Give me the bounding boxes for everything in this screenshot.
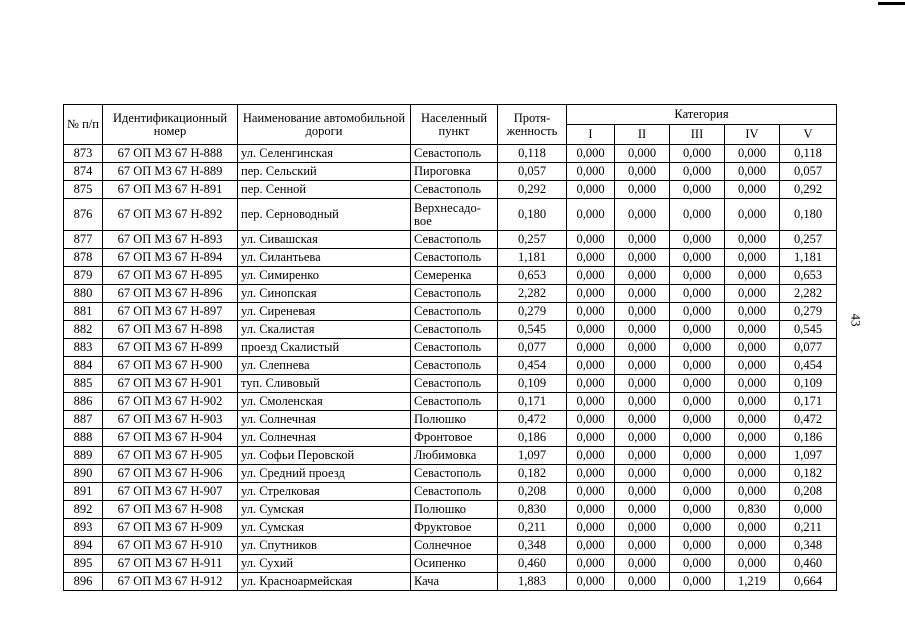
row-number: 880 — [64, 285, 103, 303]
category-5-value: 0,118 — [780, 145, 837, 163]
category-1-value: 0,000 — [567, 483, 615, 501]
settlement: Севастополь — [411, 483, 498, 501]
category-5-value: 0,460 — [780, 555, 837, 573]
category-3-value: 0,000 — [670, 393, 725, 411]
table-row — [64, 555, 837, 573]
category-4-value: 0,000 — [725, 145, 780, 163]
road-id: 67 ОП МЗ 67 Н-907 — [103, 483, 238, 501]
road-id: 67 ОП МЗ 67 Н-902 — [103, 393, 238, 411]
category-2-value: 0,000 — [615, 519, 670, 537]
table-row — [64, 181, 837, 199]
settlement: Севастополь — [411, 393, 498, 411]
road-id: 67 ОП МЗ 67 Н-906 — [103, 465, 238, 483]
road-length: 1,181 — [498, 249, 567, 267]
category-3-value: 0,000 — [670, 321, 725, 339]
category-1-value: 0,000 — [567, 303, 615, 321]
category-3-value: 0,000 — [670, 501, 725, 519]
header-cat-4: IV — [725, 125, 780, 145]
row-number: 890 — [64, 465, 103, 483]
road-name: ул. Сиреневая — [238, 303, 411, 321]
category-4-value: 0,000 — [725, 447, 780, 465]
category-5-value: 0,000 — [780, 501, 837, 519]
category-3-value: 0,000 — [670, 303, 725, 321]
row-number: 887 — [64, 411, 103, 429]
table-row — [64, 537, 837, 555]
road-id: 67 ОП МЗ 67 Н-900 — [103, 357, 238, 375]
category-1-value: 0,000 — [567, 321, 615, 339]
scan-mark — [878, 2, 905, 5]
road-length: 0,653 — [498, 267, 567, 285]
table-row — [64, 393, 837, 411]
category-4-value: 1,219 — [725, 573, 780, 591]
table-row — [64, 519, 837, 537]
category-5-value: 0,182 — [780, 465, 837, 483]
category-1-value: 0,000 — [567, 429, 615, 447]
road-length: 1,883 — [498, 573, 567, 591]
category-3-value: 0,000 — [670, 199, 725, 231]
road-name: ул. Стрелковая — [238, 483, 411, 501]
road-length: 0,257 — [498, 231, 567, 249]
category-2-value: 0,000 — [615, 357, 670, 375]
table-row — [64, 429, 837, 447]
category-3-value: 0,000 — [670, 519, 725, 537]
road-id: 67 ОП МЗ 67 Н-908 — [103, 501, 238, 519]
row-number: 879 — [64, 267, 103, 285]
road-length: 0,348 — [498, 537, 567, 555]
road-name: ул. Сивашская — [238, 231, 411, 249]
road-id: 67 ОП МЗ 67 Н-891 — [103, 181, 238, 199]
category-2-value: 0,000 — [615, 339, 670, 357]
category-2-value: 0,000 — [615, 285, 670, 303]
category-2-value: 0,000 — [615, 321, 670, 339]
category-4-value: 0,000 — [725, 393, 780, 411]
table-body — [64, 145, 837, 591]
category-3-value: 0,000 — [670, 447, 725, 465]
road-length: 0,118 — [498, 145, 567, 163]
header-cat-2: II — [615, 125, 670, 145]
road-id: 67 ОП МЗ 67 Н-911 — [103, 555, 238, 573]
category-5-value: 0,186 — [780, 429, 837, 447]
table-row — [64, 285, 837, 303]
category-4-value: 0,000 — [725, 555, 780, 573]
category-1-value: 0,000 — [567, 145, 615, 163]
road-id: 67 ОП МЗ 67 Н-892 — [103, 199, 238, 231]
category-5-value: 0,348 — [780, 537, 837, 555]
category-3-value: 0,000 — [670, 285, 725, 303]
category-2-value: 0,000 — [615, 231, 670, 249]
row-number: 877 — [64, 231, 103, 249]
road-id: 67 ОП МЗ 67 Н-899 — [103, 339, 238, 357]
road-length: 0,460 — [498, 555, 567, 573]
category-2-value: 0,000 — [615, 411, 670, 429]
table-row — [64, 357, 837, 375]
road-name: ул. Солнечная — [238, 429, 411, 447]
category-4-value: 0,000 — [725, 339, 780, 357]
settlement: Севастополь — [411, 321, 498, 339]
row-number: 882 — [64, 321, 103, 339]
category-3-value: 0,000 — [670, 573, 725, 591]
category-2-value: 0,000 — [615, 573, 670, 591]
category-1-value: 0,000 — [567, 501, 615, 519]
table-row — [64, 267, 837, 285]
category-5-value: 0,257 — [780, 231, 837, 249]
row-number: 884 — [64, 357, 103, 375]
road-length: 0,545 — [498, 321, 567, 339]
category-2-value: 0,000 — [615, 181, 670, 199]
road-id: 67 ОП МЗ 67 Н-910 — [103, 537, 238, 555]
header-num: № п/п — [64, 105, 103, 145]
category-4-value: 0,000 — [725, 375, 780, 393]
road-name: ул. Селенгинская — [238, 145, 411, 163]
road-name: пер. Сельский — [238, 163, 411, 181]
category-1-value: 0,000 — [567, 573, 615, 591]
row-number: 878 — [64, 249, 103, 267]
row-number: 873 — [64, 145, 103, 163]
category-3-value: 0,000 — [670, 249, 725, 267]
category-4-value: 0,000 — [725, 249, 780, 267]
category-5-value: 1,097 — [780, 447, 837, 465]
category-1-value: 0,000 — [567, 249, 615, 267]
category-5-value: 0,653 — [780, 267, 837, 285]
row-number: 874 — [64, 163, 103, 181]
header-cat-1: I — [567, 125, 615, 145]
header-place: Населенный пункт — [411, 105, 498, 145]
category-5-value: 0,279 — [780, 303, 837, 321]
category-3-value: 0,000 — [670, 537, 725, 555]
category-5-value: 0,057 — [780, 163, 837, 181]
settlement: Фруктовое — [411, 519, 498, 537]
road-length: 1,097 — [498, 447, 567, 465]
road-length: 0,472 — [498, 411, 567, 429]
page-number: 43 — [848, 313, 864, 327]
category-4-value: 0,000 — [725, 519, 780, 537]
road-name: пер. Сенной — [238, 181, 411, 199]
table-row — [64, 339, 837, 357]
road-id: 67 ОП МЗ 67 Н-909 — [103, 519, 238, 537]
road-name: ул. Синопская — [238, 285, 411, 303]
category-1-value: 0,000 — [567, 285, 615, 303]
road-length: 0,077 — [498, 339, 567, 357]
category-5-value: 0,171 — [780, 393, 837, 411]
category-1-value: 0,000 — [567, 339, 615, 357]
settlement: Севастополь — [411, 249, 498, 267]
road-length: 0,182 — [498, 465, 567, 483]
road-name: ул. Красноармейская — [238, 573, 411, 591]
road-name: туп. Сливовый — [238, 375, 411, 393]
row-number: 875 — [64, 181, 103, 199]
road-id: 67 ОП МЗ 67 Н-905 — [103, 447, 238, 465]
category-2-value: 0,000 — [615, 303, 670, 321]
road-id: 67 ОП МЗ 67 Н-889 — [103, 163, 238, 181]
road-id: 67 ОП МЗ 67 Н-904 — [103, 429, 238, 447]
road-name: ул. Сумская — [238, 501, 411, 519]
category-5-value: 0,545 — [780, 321, 837, 339]
table-row — [64, 249, 837, 267]
category-2-value: 0,000 — [615, 555, 670, 573]
road-length: 0,171 — [498, 393, 567, 411]
category-4-value: 0,000 — [725, 303, 780, 321]
row-number: 883 — [64, 339, 103, 357]
settlement: Севастополь — [411, 357, 498, 375]
roads-table — [63, 104, 837, 591]
settlement: Севастополь — [411, 285, 498, 303]
category-2-value: 0,000 — [615, 199, 670, 231]
settlement: Пироговка — [411, 163, 498, 181]
settlement: Севастополь — [411, 145, 498, 163]
category-5-value: 0,664 — [780, 573, 837, 591]
settlement: Любимовка — [411, 447, 498, 465]
category-3-value: 0,000 — [670, 267, 725, 285]
settlement: Севастополь — [411, 231, 498, 249]
table-row — [64, 483, 837, 501]
category-5-value: 2,282 — [780, 285, 837, 303]
category-5-value: 0,211 — [780, 519, 837, 537]
table-row — [64, 163, 837, 181]
row-number: 886 — [64, 393, 103, 411]
table-row — [64, 447, 837, 465]
category-3-value: 0,000 — [670, 181, 725, 199]
row-number: 895 — [64, 555, 103, 573]
settlement: Севастополь — [411, 303, 498, 321]
road-name: ул. Спутников — [238, 537, 411, 555]
road-id: 67 ОП МЗ 67 Н-903 — [103, 411, 238, 429]
table-row — [64, 411, 837, 429]
road-name: ул. Сумская — [238, 519, 411, 537]
category-1-value: 0,000 — [567, 537, 615, 555]
header-length: Протя-женность — [498, 105, 567, 145]
road-name: проезд Скалистый — [238, 339, 411, 357]
category-4-value: 0,000 — [725, 537, 780, 555]
road-length: 0,057 — [498, 163, 567, 181]
category-4-value: 0,000 — [725, 483, 780, 501]
settlement: Полюшко — [411, 411, 498, 429]
category-4-value: 0,000 — [725, 181, 780, 199]
road-length: 0,109 — [498, 375, 567, 393]
row-number: 893 — [64, 519, 103, 537]
row-number: 888 — [64, 429, 103, 447]
category-2-value: 0,000 — [615, 501, 670, 519]
category-5-value: 0,208 — [780, 483, 837, 501]
road-id: 67 ОП МЗ 67 Н-896 — [103, 285, 238, 303]
road-name: пер. Серноводный — [238, 199, 411, 231]
road-id: 67 ОП МЗ 67 Н-912 — [103, 573, 238, 591]
table-row — [64, 231, 837, 249]
settlement: Севастополь — [411, 339, 498, 357]
category-1-value: 0,000 — [567, 267, 615, 285]
road-name: ул. Слепнева — [238, 357, 411, 375]
category-2-value: 0,000 — [615, 267, 670, 285]
row-number: 896 — [64, 573, 103, 591]
road-length: 0,180 — [498, 199, 567, 231]
category-2-value: 0,000 — [615, 447, 670, 465]
category-3-value: 0,000 — [670, 375, 725, 393]
category-5-value: 0,472 — [780, 411, 837, 429]
category-2-value: 0,000 — [615, 483, 670, 501]
settlement: Кача — [411, 573, 498, 591]
category-2-value: 0,000 — [615, 145, 670, 163]
table-row — [64, 573, 837, 591]
category-2-value: 0,000 — [615, 537, 670, 555]
category-3-value: 0,000 — [670, 357, 725, 375]
category-2-value: 0,000 — [615, 163, 670, 181]
category-3-value: 0,000 — [670, 339, 725, 357]
row-number: 876 — [64, 199, 103, 231]
table-row — [64, 199, 837, 231]
table-row — [64, 303, 837, 321]
category-4-value: 0,000 — [725, 199, 780, 231]
row-number: 881 — [64, 303, 103, 321]
category-4-value: 0,000 — [725, 465, 780, 483]
header-id: Идентификационный номер — [103, 105, 238, 145]
road-id: 67 ОП МЗ 67 Н-894 — [103, 249, 238, 267]
category-3-value: 0,000 — [670, 483, 725, 501]
category-5-value: 0,454 — [780, 357, 837, 375]
category-4-value: 0,000 — [725, 321, 780, 339]
header-cat-3: III — [670, 125, 725, 145]
row-number: 889 — [64, 447, 103, 465]
settlement: Севастополь — [411, 181, 498, 199]
category-2-value: 0,000 — [615, 393, 670, 411]
settlement: Полюшко — [411, 501, 498, 519]
category-4-value: 0,000 — [725, 411, 780, 429]
category-3-value: 0,000 — [670, 465, 725, 483]
road-id: 67 ОП МЗ 67 Н-898 — [103, 321, 238, 339]
header-name: Наименование автомобильной дороги — [238, 105, 411, 145]
road-id: 67 ОП МЗ 67 Н-897 — [103, 303, 238, 321]
category-2-value: 0,000 — [615, 375, 670, 393]
road-name: ул. Смоленская — [238, 393, 411, 411]
settlement: Верхнесадо-вое — [411, 199, 498, 231]
road-id: 67 ОП МЗ 67 Н-888 — [103, 145, 238, 163]
road-length: 0,208 — [498, 483, 567, 501]
category-1-value: 0,000 — [567, 411, 615, 429]
category-1-value: 0,000 — [567, 199, 615, 231]
settlement: Семеренка — [411, 267, 498, 285]
road-length: 2,282 — [498, 285, 567, 303]
settlement: Севастополь — [411, 465, 498, 483]
category-1-value: 0,000 — [567, 181, 615, 199]
table-row — [64, 321, 837, 339]
road-length: 0,454 — [498, 357, 567, 375]
category-3-value: 0,000 — [670, 145, 725, 163]
category-4-value: 0,000 — [725, 231, 780, 249]
settlement: Севастополь — [411, 375, 498, 393]
category-4-value: 0,830 — [725, 501, 780, 519]
category-1-value: 0,000 — [567, 357, 615, 375]
category-4-value: 0,000 — [725, 163, 780, 181]
category-1-value: 0,000 — [567, 231, 615, 249]
row-number: 891 — [64, 483, 103, 501]
category-4-value: 0,000 — [725, 429, 780, 447]
table-row — [64, 145, 837, 163]
road-name: ул. Скалистая — [238, 321, 411, 339]
category-1-value: 0,000 — [567, 163, 615, 181]
category-5-value: 1,181 — [780, 249, 837, 267]
road-length: 0,292 — [498, 181, 567, 199]
road-name: ул. Силантьева — [238, 249, 411, 267]
category-3-value: 0,000 — [670, 163, 725, 181]
category-1-value: 0,000 — [567, 465, 615, 483]
category-4-value: 0,000 — [725, 285, 780, 303]
category-5-value: 0,077 — [780, 339, 837, 357]
category-5-value: 0,109 — [780, 375, 837, 393]
road-name: ул. Солнечная — [238, 411, 411, 429]
row-number: 885 — [64, 375, 103, 393]
settlement: Солнечное — [411, 537, 498, 555]
category-3-value: 0,000 — [670, 555, 725, 573]
category-3-value: 0,000 — [670, 429, 725, 447]
category-1-value: 0,000 — [567, 447, 615, 465]
road-length: 0,211 — [498, 519, 567, 537]
category-1-value: 0,000 — [567, 555, 615, 573]
category-2-value: 0,000 — [615, 429, 670, 447]
header-cat-5: V — [780, 125, 837, 145]
category-3-value: 0,000 — [670, 411, 725, 429]
road-id: 67 ОП МЗ 67 Н-901 — [103, 375, 238, 393]
category-5-value: 0,292 — [780, 181, 837, 199]
category-5-value: 0,180 — [780, 199, 837, 231]
road-name: ул. Симиренко — [238, 267, 411, 285]
settlement: Фронтовое — [411, 429, 498, 447]
road-name: ул. Софьи Перовской — [238, 447, 411, 465]
category-2-value: 0,000 — [615, 249, 670, 267]
category-2-value: 0,000 — [615, 465, 670, 483]
road-name: ул. Сухий — [238, 555, 411, 573]
row-number: 892 — [64, 501, 103, 519]
table-row — [64, 465, 837, 483]
road-length: 0,279 — [498, 303, 567, 321]
category-1-value: 0,000 — [567, 393, 615, 411]
category-1-value: 0,000 — [567, 375, 615, 393]
road-name: ул. Средний проезд — [238, 465, 411, 483]
category-1-value: 0,000 — [567, 519, 615, 537]
road-id: 67 ОП МЗ 67 Н-893 — [103, 231, 238, 249]
road-id: 67 ОП МЗ 67 Н-895 — [103, 267, 238, 285]
settlement: Осипенко — [411, 555, 498, 573]
category-4-value: 0,000 — [725, 357, 780, 375]
table-row — [64, 375, 837, 393]
row-number: 894 — [64, 537, 103, 555]
road-length: 0,830 — [498, 501, 567, 519]
category-4-value: 0,000 — [725, 267, 780, 285]
road-length: 0,186 — [498, 429, 567, 447]
header-category: Категория — [567, 105, 837, 125]
category-3-value: 0,000 — [670, 231, 725, 249]
table-row — [64, 501, 837, 519]
